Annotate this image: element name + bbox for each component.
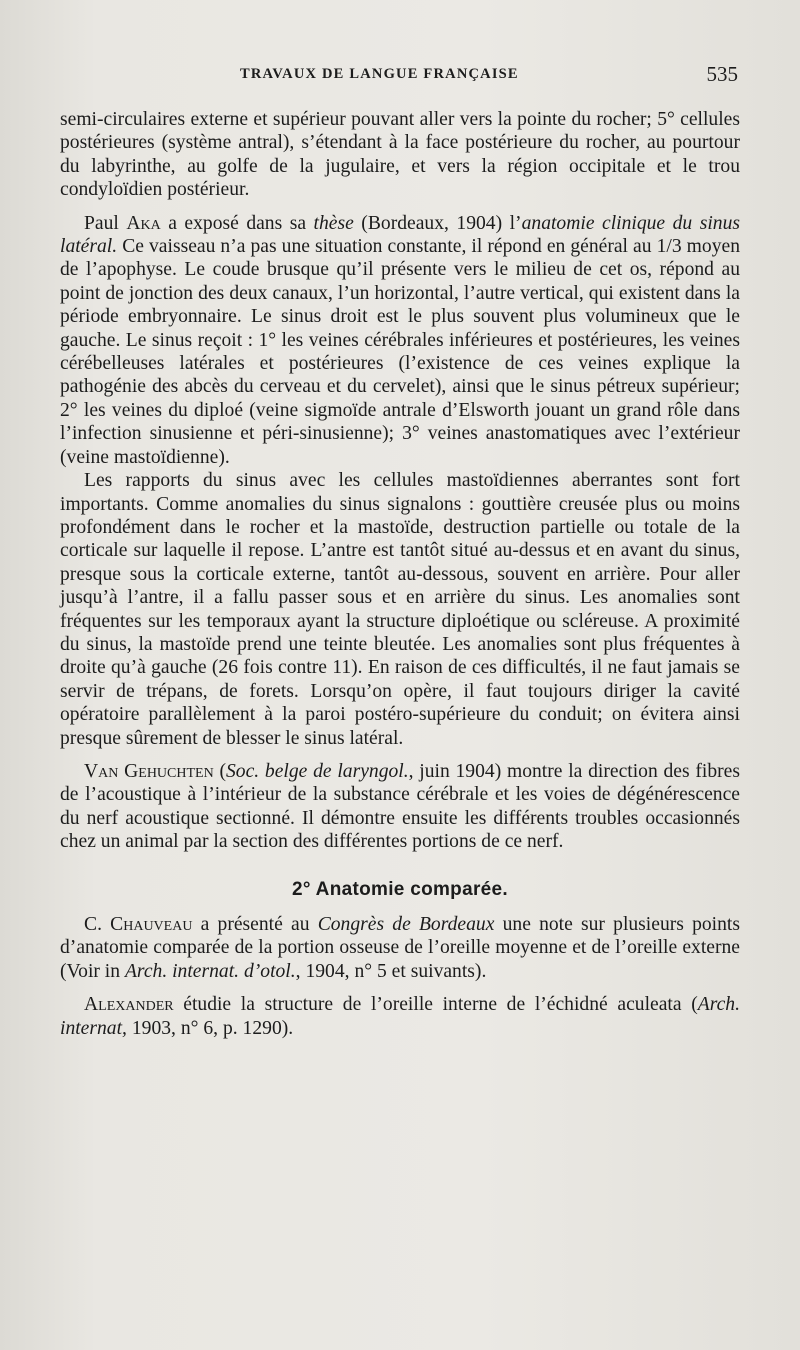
author-name: Van Gehuchten: [84, 760, 214, 782]
italic-text: Arch. internat. d’otol.: [124, 960, 296, 982]
text-run: , juin 1904) montre la direction des fibres de l’acoustique à l’intérieur de la substance cérébrale et les voies de dégénérescence du nerf acoustique sectionné. Il démontre ensuite les différents troubles occasionnés chez un animal par la section des différentes portions de ce nerf.: [60, 760, 740, 853]
paragraph-sinus-anomalies: [60, 469, 740, 750]
italic-text: Soc. belge de laryngol.: [225, 760, 409, 782]
author-name: Aka: [126, 212, 161, 234]
page-header: [240, 62, 740, 92]
author-name: Alexander: [84, 994, 174, 1016]
italic-text: anatomie clinique du sinus latéral.: [60, 212, 741, 258]
text-run: 1903, n° 6, p. 1290).: [126, 1017, 294, 1039]
text-run: C.: [84, 914, 111, 935]
text-run: (Bordeaux, 1904) l’: [353, 212, 522, 234]
text-run: a présenté au: [192, 914, 318, 935]
italic-text: thèse: [313, 212, 354, 234]
author-name: Chauveau: [110, 914, 193, 935]
italic-text: Arch. internat,: [60, 994, 740, 1039]
text-run: , 1904, n° 5 et suivants).: [295, 960, 487, 982]
paragraph-continuation: [60, 108, 740, 202]
text-run: Paul: [84, 212, 127, 234]
text-run: Ce vaisseau n’a pas une situation constante, il répond en général au 1/3 moyen de l’apophyse. Le coude brusque qu’il présente vers le milieu de cet os, répond au point de jonction des deux canaux, l’un horizontal, l’autre vertical, qui existent dans la période embryonnaire. Le sinus droit est le plus souvent plus volumineux que le gauche. Le sinus reçoit : 1° les veines cérébrales inférieures et postérieures, les veines cérébelleuses latérales et postérieures (l’existence de ces veines explique la pathogénie des abcès du cerveau et du cervelet), ainsi que le sinus pétreux supérieur; 2° les veines du diploé (veine sigmoïde antrale d’Elsworth jouant un grand rôle dans l’infection sinusienne et péri-sinusienne); 3° veines anastomatiques avec l’extérieur (veine mastoïdienne).: [60, 236, 740, 468]
italic-text: Congrès de Bordeaux: [317, 914, 495, 935]
paragraph-chauveau: [60, 913, 740, 983]
paragraph-aka: [60, 212, 740, 469]
text-run: Les rapports du sinus avec les cellules mastoïdiennes aberrantes sont fort importants. Comme anomalies du sinus signalons : gouttière creusée plus ou moins profondément dans le rocher et la mastoïde, destruction partielle ou totale de la corticale sur laquelle il repose. L’antre est tantôt situé au-dessus et en avant du sinus, presque sous la corticale externe, tantôt au-dessous, souvent en arrière. Pour aller jusqu’à l’antre, il a fallu passer sous et en arrière du sinus. Les anomalies sont fréquentes sur les temporaux ayant la structure diploétique ou scléreuse. A proximité du sinus, la mastoïde prend une teinte bleutée. Les anomalies sont plus fréquentes à droite qu’à gauche (26 fois contre 11). En raison de ces difficultés, il ne faut jamais se servir de trépans, de forets. Lorsqu’on opère, il faut toujours diriger la cavité opératoire parallèlement à la paroi postéro-supérieure du conduit; on évitera ainsi presque sûrement de blesser le sinus latéral.: [60, 470, 740, 749]
running-head: TRAVAUX DE LANGUE FRANÇAISE: [240, 66, 519, 82]
text-run: a exposé dans sa: [160, 212, 314, 234]
paragraph-alexander: [60, 993, 740, 1040]
text-run: semi-circulaires externe et supérieur pouvant aller vers la pointe du rocher; 5° cellules postérieures (système antral), s’étendant à la face postérieure du rocher, au pourtour du labyrinthe, au golfe de la jugulaire, et vers la région occipitale et le trou condyloïdien postérieur.: [60, 109, 740, 201]
page-number: 535: [706, 62, 738, 86]
body-text: [60, 108, 740, 1040]
section-title: 2° Anatomie comparée.: [292, 878, 508, 900]
text-run: une note sur plusieurs points d’anatomie comparée de la portion osseuse de l’oreille moyenne et de l’oreille externe (Voir in: [60, 914, 740, 982]
text-run: étudie la structure de l’oreille interne de l’échidné aculeata (: [173, 994, 698, 1016]
paragraph-van-gehuchten: [60, 760, 740, 854]
text-run: (: [213, 760, 226, 782]
